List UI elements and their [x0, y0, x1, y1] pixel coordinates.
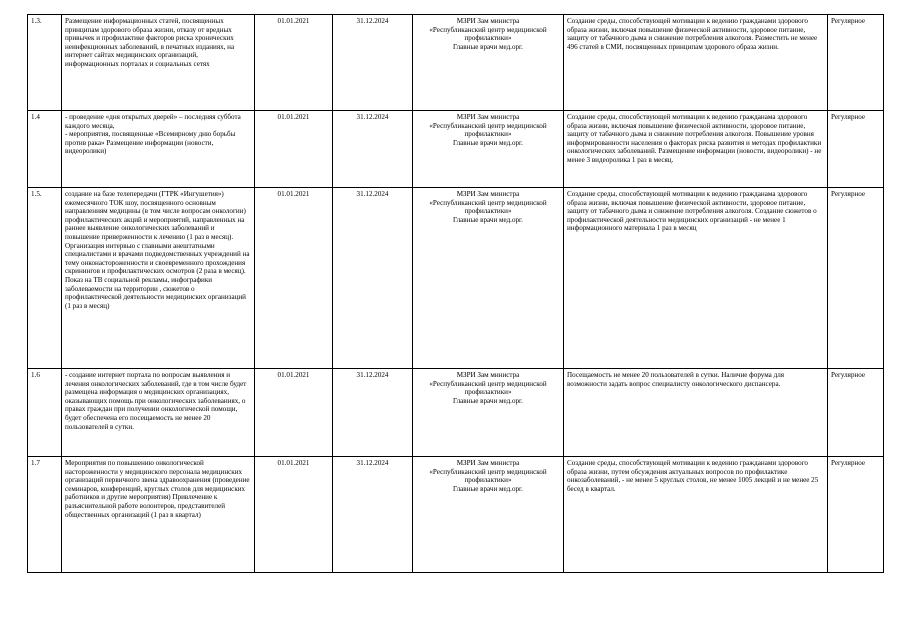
plan-table — [27, 14, 884, 573]
result-cell: Посещаемость не менее 20 пользователей в сутки. Наличие форума для возможности задать вопрос специалисту онкологического диспансера. — [564, 369, 828, 457]
start-date-cell: 01.01.2021 — [255, 111, 333, 188]
periodicity-cell: Регулярное — [828, 188, 884, 369]
activity-cell: - проведение «дня открытых дверей» – последняя суббота каждого месяца, - мероприятия, посвященные «Всемирному дню борьбы против рака» Размещение информации (новости, видеоролики) — [62, 111, 255, 188]
periodicity-cell: Регулярное — [828, 457, 884, 573]
row-number: 1.4 — [28, 111, 62, 188]
result-cell: Создание среды, способствующей мотивации к ведению гражданама здорового образа жизни, включая повышение физической активности, здоровое питание, защиту от табачного дыма и снижение потребления алкоголя. Повышение уровня информированности населения о факторах риска развития и методах профилактики онкологических заболеваний. Размещение информации (новости, видеоролики) - не менее 3 видеоролика 1 раз в месяц. — [564, 111, 828, 188]
activity-cell: Размещение информационных статей, посвященных принципам здорового образа жизни, отказу от вредных привычек и профилактике факторов риска хронических неинфекционных заболеваний, в печатных изданиях, на интернет сайтах медицинских организаций, информационных порталах и социальных сетях — [62, 15, 255, 111]
table-row — [28, 111, 884, 188]
end-date-cell: 31.12.2024 — [333, 15, 413, 111]
responsible-cell: МЗРИ Зам министра «Республиканский центр медицинской профилактики» Главные врачи мед.орг. — [413, 369, 564, 457]
table-row — [28, 15, 884, 111]
result-cell: Создание среды, способствующей мотивации к ведению гражданами здорового образа жизни, включая повышение физической активности, здоровое питание, защиту от табачного дыма и снижение потребления алкоголя. Разместить не менее 496 статей в СМИ, посвященных принципам здорового образа жизни. — [564, 15, 828, 111]
row-number: 1.3. — [28, 15, 62, 111]
result-cell: Создание среды, способствующей мотивации к ведению гражданами здорового образа жизни, путем обсуждения актуальных вопросов по профилактике онкозаболеваний, - не менее 5 круглых столов, не менее 1005 лекций и не менее 25 бесед в квартал. — [564, 457, 828, 573]
responsible-cell: МЗРИ Зам министра «Республиканский центр медицинской профилактики» Главные врачи мед.орг. — [413, 15, 564, 111]
row-number: 1.7 — [28, 457, 62, 573]
table-row — [28, 457, 884, 573]
table-row — [28, 369, 884, 457]
periodicity-cell: Регулярное — [828, 15, 884, 111]
end-date-cell: 31.12.2024 — [333, 369, 413, 457]
periodicity-cell: Регулярное — [828, 369, 884, 457]
start-date-cell: 01.01.2021 — [255, 188, 333, 369]
result-cell: Создание среды, способствующей мотивации к ведению гражданама здорового образа жизни, включая повышение физической активности, здоровое питание, защиту от табачного дыма и снижение потребления алкоголя. Создание сюжетов о профилактической деятельности медицинских организаций - не менее 1 информационного материала 1 раз в месяц — [564, 188, 828, 369]
end-date-cell: 31.12.2024 — [333, 457, 413, 573]
responsible-cell: МЗРИ Зам министра «Республиканский центр медицинской профилактики» Главные врачи мед.орг. — [413, 188, 564, 369]
activity-cell: создание на базе телепередачи (ГТРК «Ингушетия») ежемесячного ТОК шоу, посвященного основным направлениям медицины (в том числе вопросам онкологии) профилактических акций и мероприятий, направленных на раннее выявление онкологических заболеваний и повышение приверженности к лечению (1 раз в месяц). Организация интервью с главными анештатными специалистами и врачами подведомственных учреждений на тему онконастороженности и своевременного прохождения скринингов и профилактических осмотров (2 раза в месяц). Показ на ТВ социальной рекламы, инфографики заболеваемости на территории , сюжетов о профилактической деятельности медицинских организаций (1 раз в месяц) — [62, 188, 255, 369]
activity-cell: - создание интернет портала по вопросам выявления и лечения онкологических заболеваний, где в том числе будет размещена информация о медицинских организациях, оказывающих помощь при онкологических заболеваниях, о правах граждан при получении онкологической помощи, будет обеспечена его посещаемость не менее 20 пользователей в сутки. — [62, 369, 255, 457]
start-date-cell: 01.01.2021 — [255, 15, 333, 111]
table-row — [28, 188, 884, 369]
responsible-cell: МЗРИ Зам министра «Республиканский центр медицинской профилактики» Главные врачи мед.орг. — [413, 457, 564, 573]
row-number: 1.6 — [28, 369, 62, 457]
row-number: 1.5. — [28, 188, 62, 369]
start-date-cell: 01.01.2021 — [255, 457, 333, 573]
end-date-cell: 31.12.2024 — [333, 188, 413, 369]
end-date-cell: 31.12.2024 — [333, 111, 413, 188]
start-date-cell: 01.01.2021 — [255, 369, 333, 457]
periodicity-cell: Регулярное — [828, 111, 884, 188]
responsible-cell: МЗРИ Зам министра «Республиканский центр медицинской профилактики» Главные врачи мед.орг. — [413, 111, 564, 188]
activity-cell: Мероприятия по повышению онкологической настороженности у медицинского персонала медицинских организаций первичного звена здравоохранения (проведение семинаров, конференций, круглых столов для медицинских работников и другие мероприятия) Привлечение к разъяснительной работе волонтеров, представителей общественных организаций (1 раз в квартал) — [62, 457, 255, 573]
